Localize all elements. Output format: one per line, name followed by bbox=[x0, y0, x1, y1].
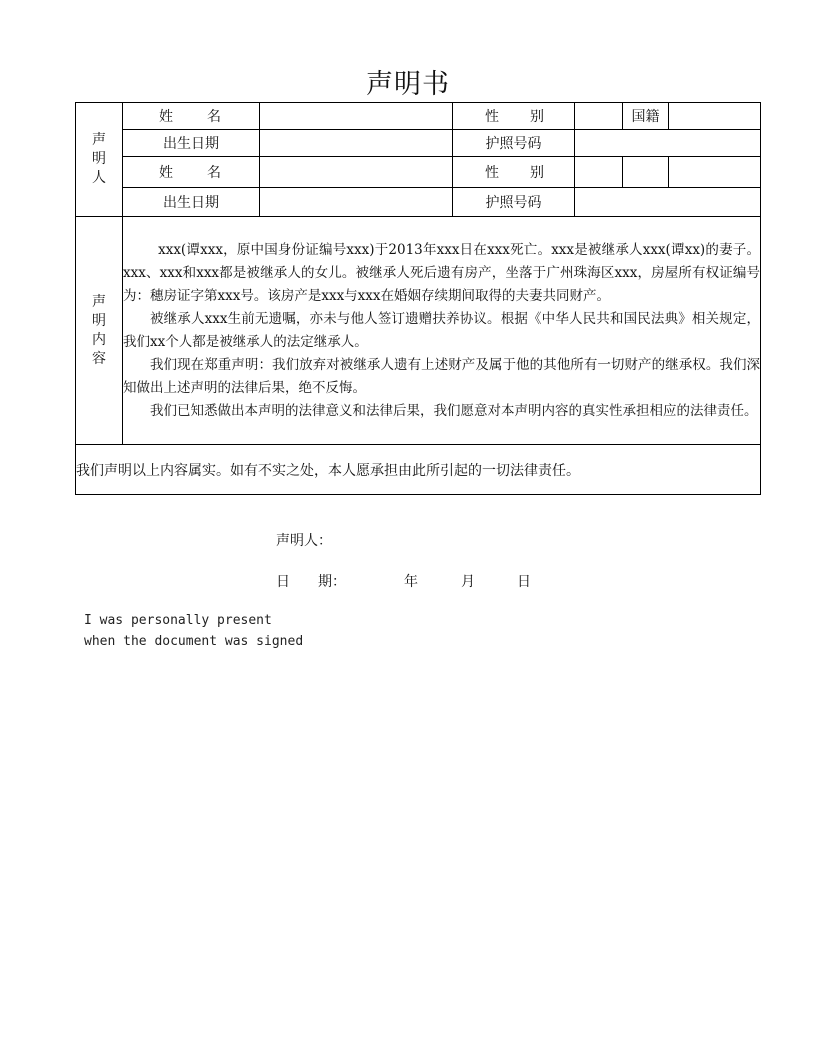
name-label-1: 姓 名 bbox=[123, 103, 260, 130]
gender-label-2: 性 别 bbox=[453, 157, 575, 188]
date-label: 日 期： bbox=[276, 574, 346, 590]
content-paragraph: 被继承人xxx生前无遗嘱，亦未与他人签订遗赠扶养协议。根据《中华人民共和国民法典》相关规定，我们xx个人都是被继承人的法定继承人。 bbox=[123, 310, 760, 350]
declarant-signature-label: 声明人： bbox=[276, 533, 332, 549]
declarant-side-label: 声明人 bbox=[76, 103, 123, 217]
passport-field-2[interactable] bbox=[575, 188, 761, 217]
truth-statement: 我们声明以上内容属实。如有不实之处，本人愿承担由此所引起的一切法律责任。 bbox=[76, 445, 761, 495]
content-paragraph: 我们现在郑重声明：我们放弃对被继承人遗有上述财产及属于他的其他所有一切财产的继承权。我们深知做出上述声明的法律后果，绝不反悔。 bbox=[123, 356, 760, 396]
dob-label-2: 出生日期 bbox=[123, 188, 260, 217]
content-side-label: 声明内容 bbox=[76, 217, 123, 445]
gender-field-2[interactable] bbox=[575, 157, 623, 188]
name-field-2[interactable] bbox=[260, 157, 453, 188]
dob-field-1[interactable] bbox=[260, 130, 453, 157]
gender-field-1[interactable] bbox=[575, 103, 623, 130]
document-title: 声明书 bbox=[366, 69, 450, 100]
gender-label-1: 性 别 bbox=[453, 103, 575, 130]
dob-label-1: 出生日期 bbox=[123, 130, 260, 157]
content-paragraph: xxx(谭xxx，原中国身份证编号xxx)于2013年xxx日在xxx死亡。xxx是被继承人xxx(谭xx)的妻子。xxx、xxx和xxx都是被继承人的女儿。被继承人死后遗有房产，坐落于广州珠海区xxx，房屋所有权证编号为：穗房证字第xxx号。该房产是xxx与xxx在婚姻存续期间取得的夫妻共同财产。 bbox=[123, 241, 760, 304]
name-field-1[interactable] bbox=[260, 103, 453, 130]
name-label-2: 姓 名 bbox=[123, 157, 260, 188]
year-label: 年 bbox=[404, 574, 418, 590]
passport-label-2: 护照号码 bbox=[453, 188, 575, 217]
passport-field-1[interactable] bbox=[575, 130, 761, 157]
declaration-content bbox=[123, 217, 761, 445]
passport-label-1: 护照号码 bbox=[453, 130, 575, 157]
day-label: 日 bbox=[517, 574, 531, 590]
notary-note-line-1: I was personally present bbox=[84, 613, 272, 628]
nationality-label-2 bbox=[623, 157, 669, 188]
month-label: 月 bbox=[461, 574, 475, 590]
declaration-table bbox=[75, 102, 761, 495]
content-paragraph: 我们已知悉做出本声明的法律意义和法律后果，我们愿意对本声明内容的真实性承担相应的法律责任。 bbox=[150, 402, 758, 419]
nationality-label: 国籍 bbox=[623, 103, 669, 130]
signature-date-row bbox=[276, 571, 531, 591]
nationality-field-2[interactable] bbox=[669, 157, 761, 188]
dob-field-2[interactable] bbox=[260, 188, 453, 217]
nationality-field-1[interactable] bbox=[669, 103, 761, 130]
notary-note-line-2: when the document was signed bbox=[84, 634, 304, 649]
